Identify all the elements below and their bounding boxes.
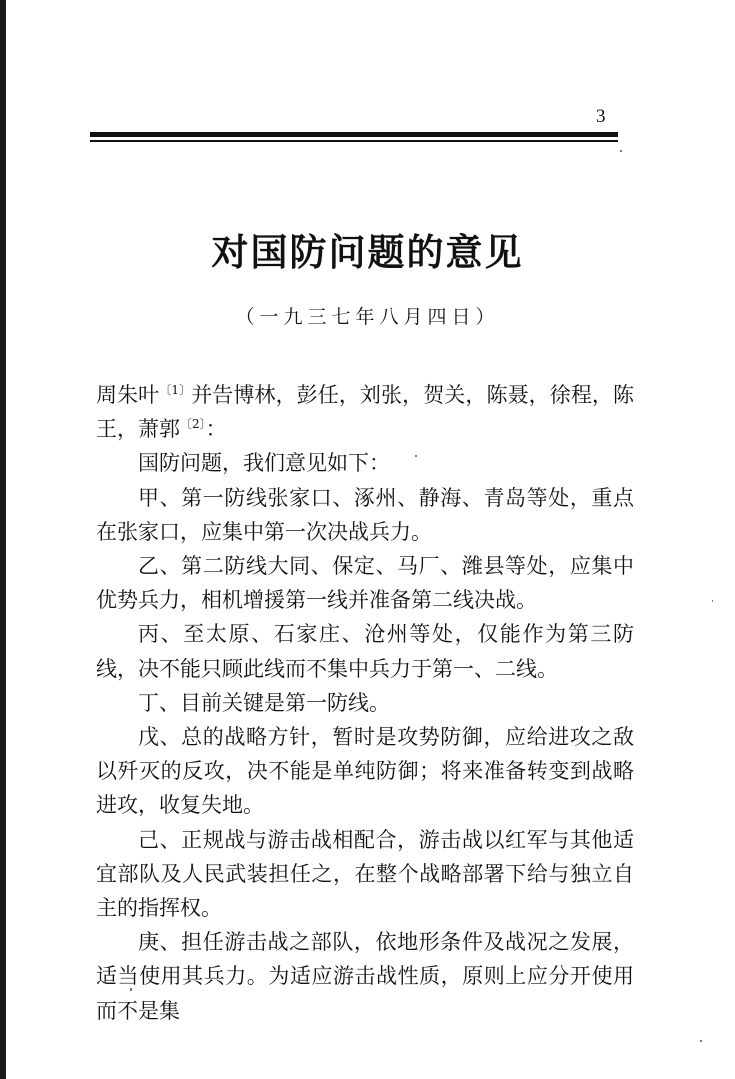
document-date: （一九三七年八月四日） xyxy=(235,306,500,328)
paragraph-intro: 国防问题，我们意见如下： xyxy=(138,451,390,476)
paragraph-wu: 戊、总的战略方针，暂时是攻势防御，应给进攻之敌以歼灭的反攻，决不能是单纯防御；将来准备转变到战略进攻，收复失地。 xyxy=(96,725,634,818)
addressee-text-after: ： xyxy=(205,417,227,442)
scan-speck xyxy=(712,600,713,602)
paragraph-bing: 丙、至太原、石家庄、沧州等处，仅能作为第三防线，决不能只顾此线而不集中兵力于第一、二线。 xyxy=(96,622,634,681)
scan-speck xyxy=(415,455,417,457)
paragraph-yi: 乙、第二防线大同、保定、马厂、潍县等处，应集中优势兵力，相机增援第一线并准备第二线决战。 xyxy=(96,554,634,613)
scan-speck xyxy=(700,1040,702,1042)
paragraph-ding: 丁、目前关键是第一防线。 xyxy=(138,690,390,715)
scan-speck xyxy=(130,988,132,991)
paragraph-jia: 甲、第一防线张家口、涿州、静海、青岛等处，重点在张家口，应集中第一次决战兵力。 xyxy=(96,485,634,544)
addressee-text-before: 周朱叶 xyxy=(96,383,160,407)
scan-speck xyxy=(620,150,622,152)
scan-page-edge xyxy=(0,0,6,1079)
paragraph-geng: 庚、担任游击战之部队，依地形条件及战况之发展，适当使用其兵力。为适应游击战性质，原则上应分开使用而不是集 xyxy=(96,930,634,1023)
page-title: 对国防问题的意见 xyxy=(211,231,524,274)
footnote-ref-2: 〔2〕 xyxy=(180,417,206,432)
footnote-ref-1: 〔1〕 xyxy=(159,383,192,397)
header-rule-thick xyxy=(90,132,618,137)
paragraph-ji: 己、正规战与游击战相配合，游击战以红军与其他适宜部队及人民武装担任之，在整个战略部署下给与独立自主的指挥权。 xyxy=(96,827,634,921)
addressee-line xyxy=(96,378,634,446)
document-body xyxy=(96,378,634,1028)
header-rule-thin xyxy=(90,140,618,142)
page-number: 3 xyxy=(596,106,606,127)
addressee-text-middle: 并告博林，彭任，刘张，贺关，陈聂，徐程，陈王，萧郭 xyxy=(96,383,635,442)
